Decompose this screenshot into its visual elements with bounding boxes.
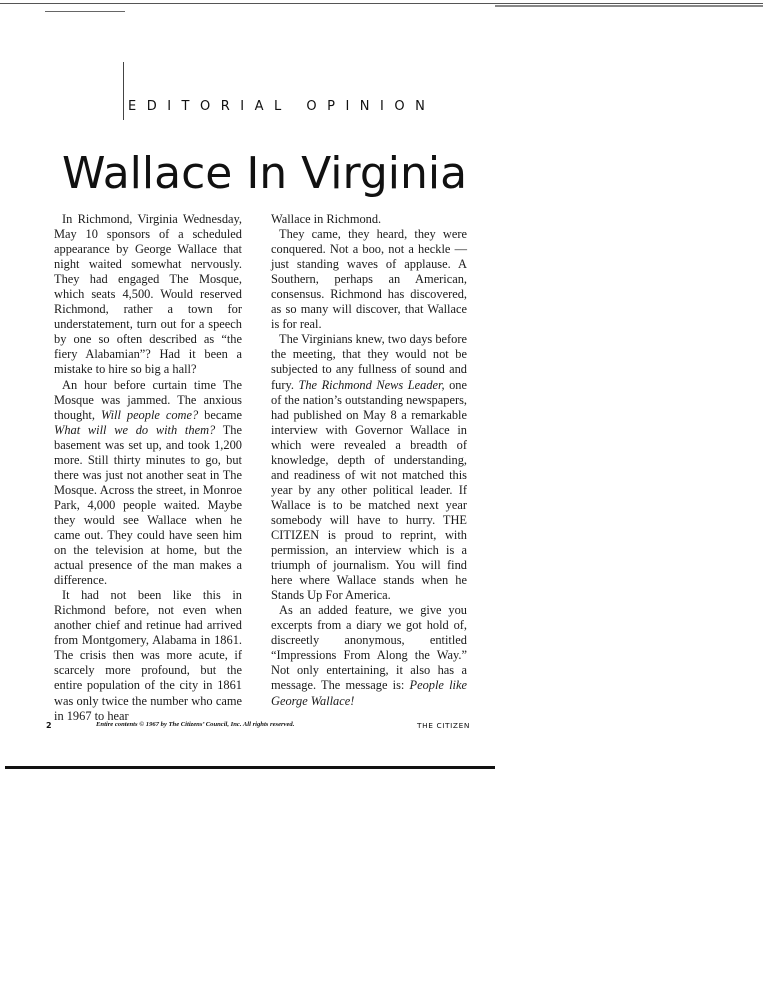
copyright-notice: Entire contents © 1967 by The Citizens’ Council, Inc. All rights reserved. (96, 721, 295, 728)
left-column (54, 212, 242, 724)
paragraph: It had not been like this in Richmond before, not even when another chief and retinue had arrived from Montgomery, Alabama in 1861. The crisis then was more acute, if scarcely more profound, but the entire population of the city in 1861 was only twice the number who came in 1967 to hear (54, 588, 242, 723)
paragraph: An hour before curtain time The Mosque was jammed. The anxious thought, Will people come? became What will we do with them? The basement was set up, and took 1,200 more. Still thirty minutes to go, but there was just not another seat in The Mosque. Across the street, in Monroe Park, 4,000 people waited. Maybe they would see Wallace when he came out. They could have seen him on the television at home, but the actual presence of the man makes a difference. (54, 377, 242, 588)
page-number: 2 (46, 721, 52, 730)
paragraph: They came, they heard, they were conquered. Not a boo, not a heckle — just standing waves of applause. A Southern, perhaps an American, consensus. Richmond has discovered, as so many will discover, that Wallace is for real. (271, 227, 467, 332)
top-right-rule (495, 5, 763, 7)
top-edge-rule (0, 3, 763, 4)
section-vertical-bar (123, 62, 124, 120)
bottom-rule (5, 766, 495, 769)
top-left-rule (45, 11, 125, 12)
paragraph: Wallace in Richmond. (271, 212, 382, 226)
right-column (271, 212, 467, 709)
section-label: EDITORIAL OPINION (128, 99, 436, 114)
paragraph: As an added feature, we give you excerpts from a diary we got hold of, discreetly anonymous, entitled “Impressions From Along the Way.” Not only entertaining, it also has a message. The message is: People like George Wallace! (271, 603, 467, 708)
paragraph: The Virginians knew, two days before the meeting, that they would not be subjected to any fullness of sound and fury. The Richmond News Leader, one of the nation’s outstanding newspapers, had published on May 8 a remarkable interview with Governor Wallace in which were revealed a breadth of knowledge, depth of understanding, and readiness of wit not matched this year by any other political leader. If Wallace is to be matched next year somebody will have to hurry. THE CITIZEN is proud to reprint, with permission, an interview which is a triumph of journalism. You will find here where Wallace stands when he Stands Up For America. (271, 332, 467, 603)
headline: Wallace In Virginia (62, 148, 468, 199)
page-footer (46, 720, 470, 732)
publication-name: THE CITIZEN (417, 721, 470, 730)
paragraph: In Richmond, Virginia Wednesday, May 10 sponsors of a scheduled appearance by George Wallace that night waited somewhat nervously. They had engaged The Mosque, which seats 4,500. Would reserved Richmond, rather a town for understatement, turn out for a speech by one so often described as “the fiery Alabamian”? Had it been a mistake to hire so big a hall? (54, 212, 242, 377)
